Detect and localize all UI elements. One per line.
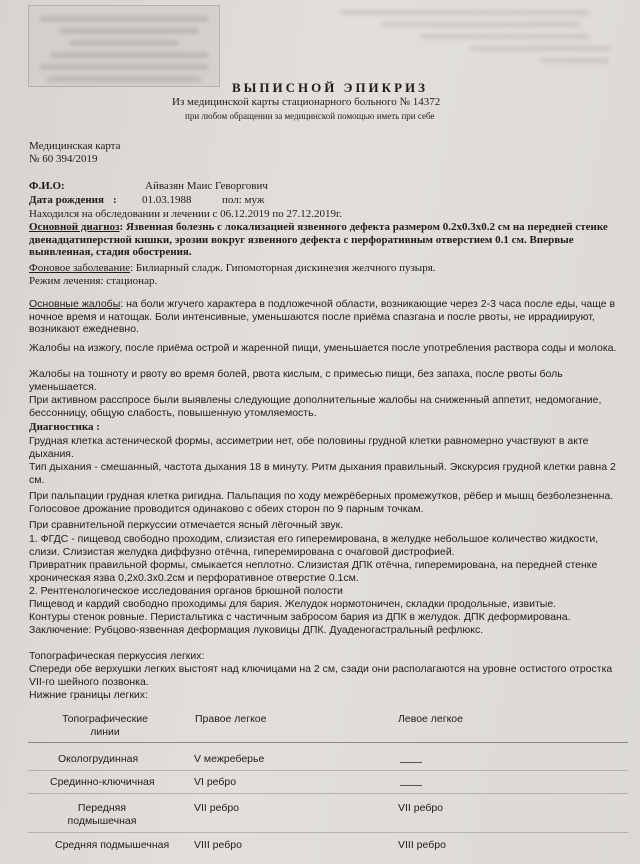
xray-title: 2. Рентгенологическое исследования органов брюшной полости	[29, 585, 343, 597]
table-row-2-right: VI ребро	[194, 776, 237, 788]
blurred-stamp	[28, 5, 220, 87]
main-diagnosis-text: : Язвенная болезнь с локализацией язвенного дефекта размером 0.2х0.3х0.2 см на передней стенке двенадцатиперстной кишки, эрозии вокруг язвенного дефекта с перфоративным отверстием 0.1 см. Впервые выявленная, стадия обострения.	[29, 221, 608, 258]
table-row-4-line: Средняя подмышечная	[55, 839, 170, 851]
percussion-exam: При сравнительной перкуссии отмечается ясный лёгочный звук.	[29, 519, 344, 531]
conclusion: Заключение: Рубцово-язвенная деформация луковицы ДПК. Дуаденогастральный рефлюкс.	[29, 624, 484, 636]
table-row-1-left-dash	[400, 762, 422, 763]
table-row-1-right: V межреберье	[194, 753, 265, 765]
table-row-3-line: Передняя подмышечная	[67, 802, 137, 827]
stay-period: Находился на обследовании и лечении с 06.12.2019 по 27.12.2019г.	[29, 208, 343, 220]
fio-value: Айвазян Маис Геворгович	[145, 180, 268, 192]
sex-value: пол: муж	[222, 194, 265, 206]
card-number: № 60 394/2019	[29, 153, 98, 165]
nausea-complaints: Жалобы на тошноту и рвоту во время болей, рвота кислым, с примесью пищи, без запаха, после рвоты боль уменьшается.	[29, 368, 563, 393]
table-row-1-left	[400, 753, 411, 765]
palpation-exam: При пальпации грудная клетка ригидна. Пальпация по ходу межрёберных промежутков, рёбер и мышц безболезненна. Голосовое дрожание проводится одинаково с обеих сторон по 9 парным точкам.	[29, 490, 614, 515]
diagnostics-label: Диагностика :	[29, 421, 100, 433]
topography-title: Топографическая перкуссия легких:	[29, 650, 205, 662]
treatment-regime: Режим лечения: стационар.	[29, 275, 158, 287]
lower-borders-title: Нижние границы легких:	[29, 689, 148, 701]
heartburn-complaints: Жалобы на изжогу, после приёма острой и жаренной пищи, уменьшается после употребления раствора соды и молока.	[29, 342, 617, 354]
background-disease	[29, 262, 619, 275]
table-row-2-left-dash	[400, 785, 422, 786]
background-disease-text: : Билиарный сладж. Гипомоторная дискинезия желчного пузыря.	[130, 262, 436, 274]
table-row-1-line: Окологрудинная	[58, 753, 139, 765]
document-note: при любом обращении за медицинской помощью иметь при себе	[185, 111, 435, 121]
table-row-4-right: VIII ребро	[194, 839, 242, 851]
xray-line-2: Контуры стенок ровные. Перистальтика с частичным забросом бария из ДПК в желудок. ДПК деформирована.	[29, 611, 571, 623]
document-title: ВЫПИСНОЙ ЭПИКРИЗ	[232, 80, 429, 95]
table-row-4-left: VIII ребро	[398, 839, 446, 851]
table-divider	[28, 742, 628, 743]
card-label: Медицинская карта	[29, 140, 121, 152]
main-complaints-text: : на боли жгучего характера в подложечной области, возникающие через 2-3 часа после еды, чаще в ночное время и натощак. Боли интенсивные, уменьшаются после приёма спазгана и после рвоты, не иррадиируют, возникают ежедневно.	[29, 298, 616, 335]
lung-apex: Спереди обе верхушки легких выстоят над ключицами на 2 см, сзади они располагаются на уровне остистого отростка VII-го шейного позвонка.	[29, 663, 613, 688]
document-subtitle: Из медицинской карты стационарного больного № 14372	[172, 96, 441, 108]
main-diagnosis-label: Основной диагноз	[29, 221, 120, 233]
table-row-3-left: VII ребро	[398, 802, 444, 814]
main-complaints	[29, 298, 619, 336]
breathing-type-text: - смешанный, частота дыхания 18 в минуту. Ритм дыхания правильный. Экскурсия грудной клетки равна 2 см.	[29, 461, 616, 486]
table-header-left: Левое легкое	[398, 713, 463, 725]
background-disease-label: Фоновое заболевание	[29, 262, 131, 274]
breathing-type-label: Тип дыхания	[29, 461, 92, 473]
xray-line-1: Пищевод и кардий свободно проходимы для бария. Желудок нормотоничен, складки продольные, извитые.	[29, 598, 557, 610]
table-row-3-right: VII ребро	[194, 802, 240, 814]
additional-complaints: При активном расспросе были выявлены следующие дополнительные жалобы на сниженный аппетит, недомогание, бессонницу, общую слабость, повышенную утомляемость.	[29, 394, 602, 419]
fio-label: Ф.И.О:	[29, 180, 65, 192]
breathing-type	[29, 461, 619, 486]
table-header-right: Правое легкое	[195, 713, 267, 725]
main-complaints-label: Основные жалобы	[29, 298, 121, 310]
dob-value: 01.03.1988	[142, 194, 192, 206]
fgds-result: 1. ФГДС - пищевод свободно проходим, слизистая его гиперемирована, в желудке небольшое количество жидкости, слизи. Слизистая желудка диффузно отёчна, гиперемирована с очаговой дистрофией.	[29, 533, 599, 558]
chest-exam: Грудная клетка астенической формы, ассиметрии нет, обе половины грудной клетки равномерно участвуют в акте дыхания.	[29, 435, 589, 460]
table-row-2-line: Срединно-ключичная	[50, 776, 155, 788]
table-row-2-left	[400, 776, 411, 788]
blurred-header-right	[340, 10, 590, 15]
main-diagnosis	[29, 221, 619, 259]
dob-colon: :	[113, 194, 117, 206]
dob-label: Дата рождения	[29, 194, 104, 206]
pylorus-result: Привратник правильной формы, смыкается неплотно. Слизистая ДПК отёчна, гиперемирована, на передней стенке хроническая язва 0,2х0.3х0.2см и перфоративное отверстие 0.1см.	[29, 559, 598, 584]
table-header-lines: Топографические линии	[62, 713, 148, 738]
